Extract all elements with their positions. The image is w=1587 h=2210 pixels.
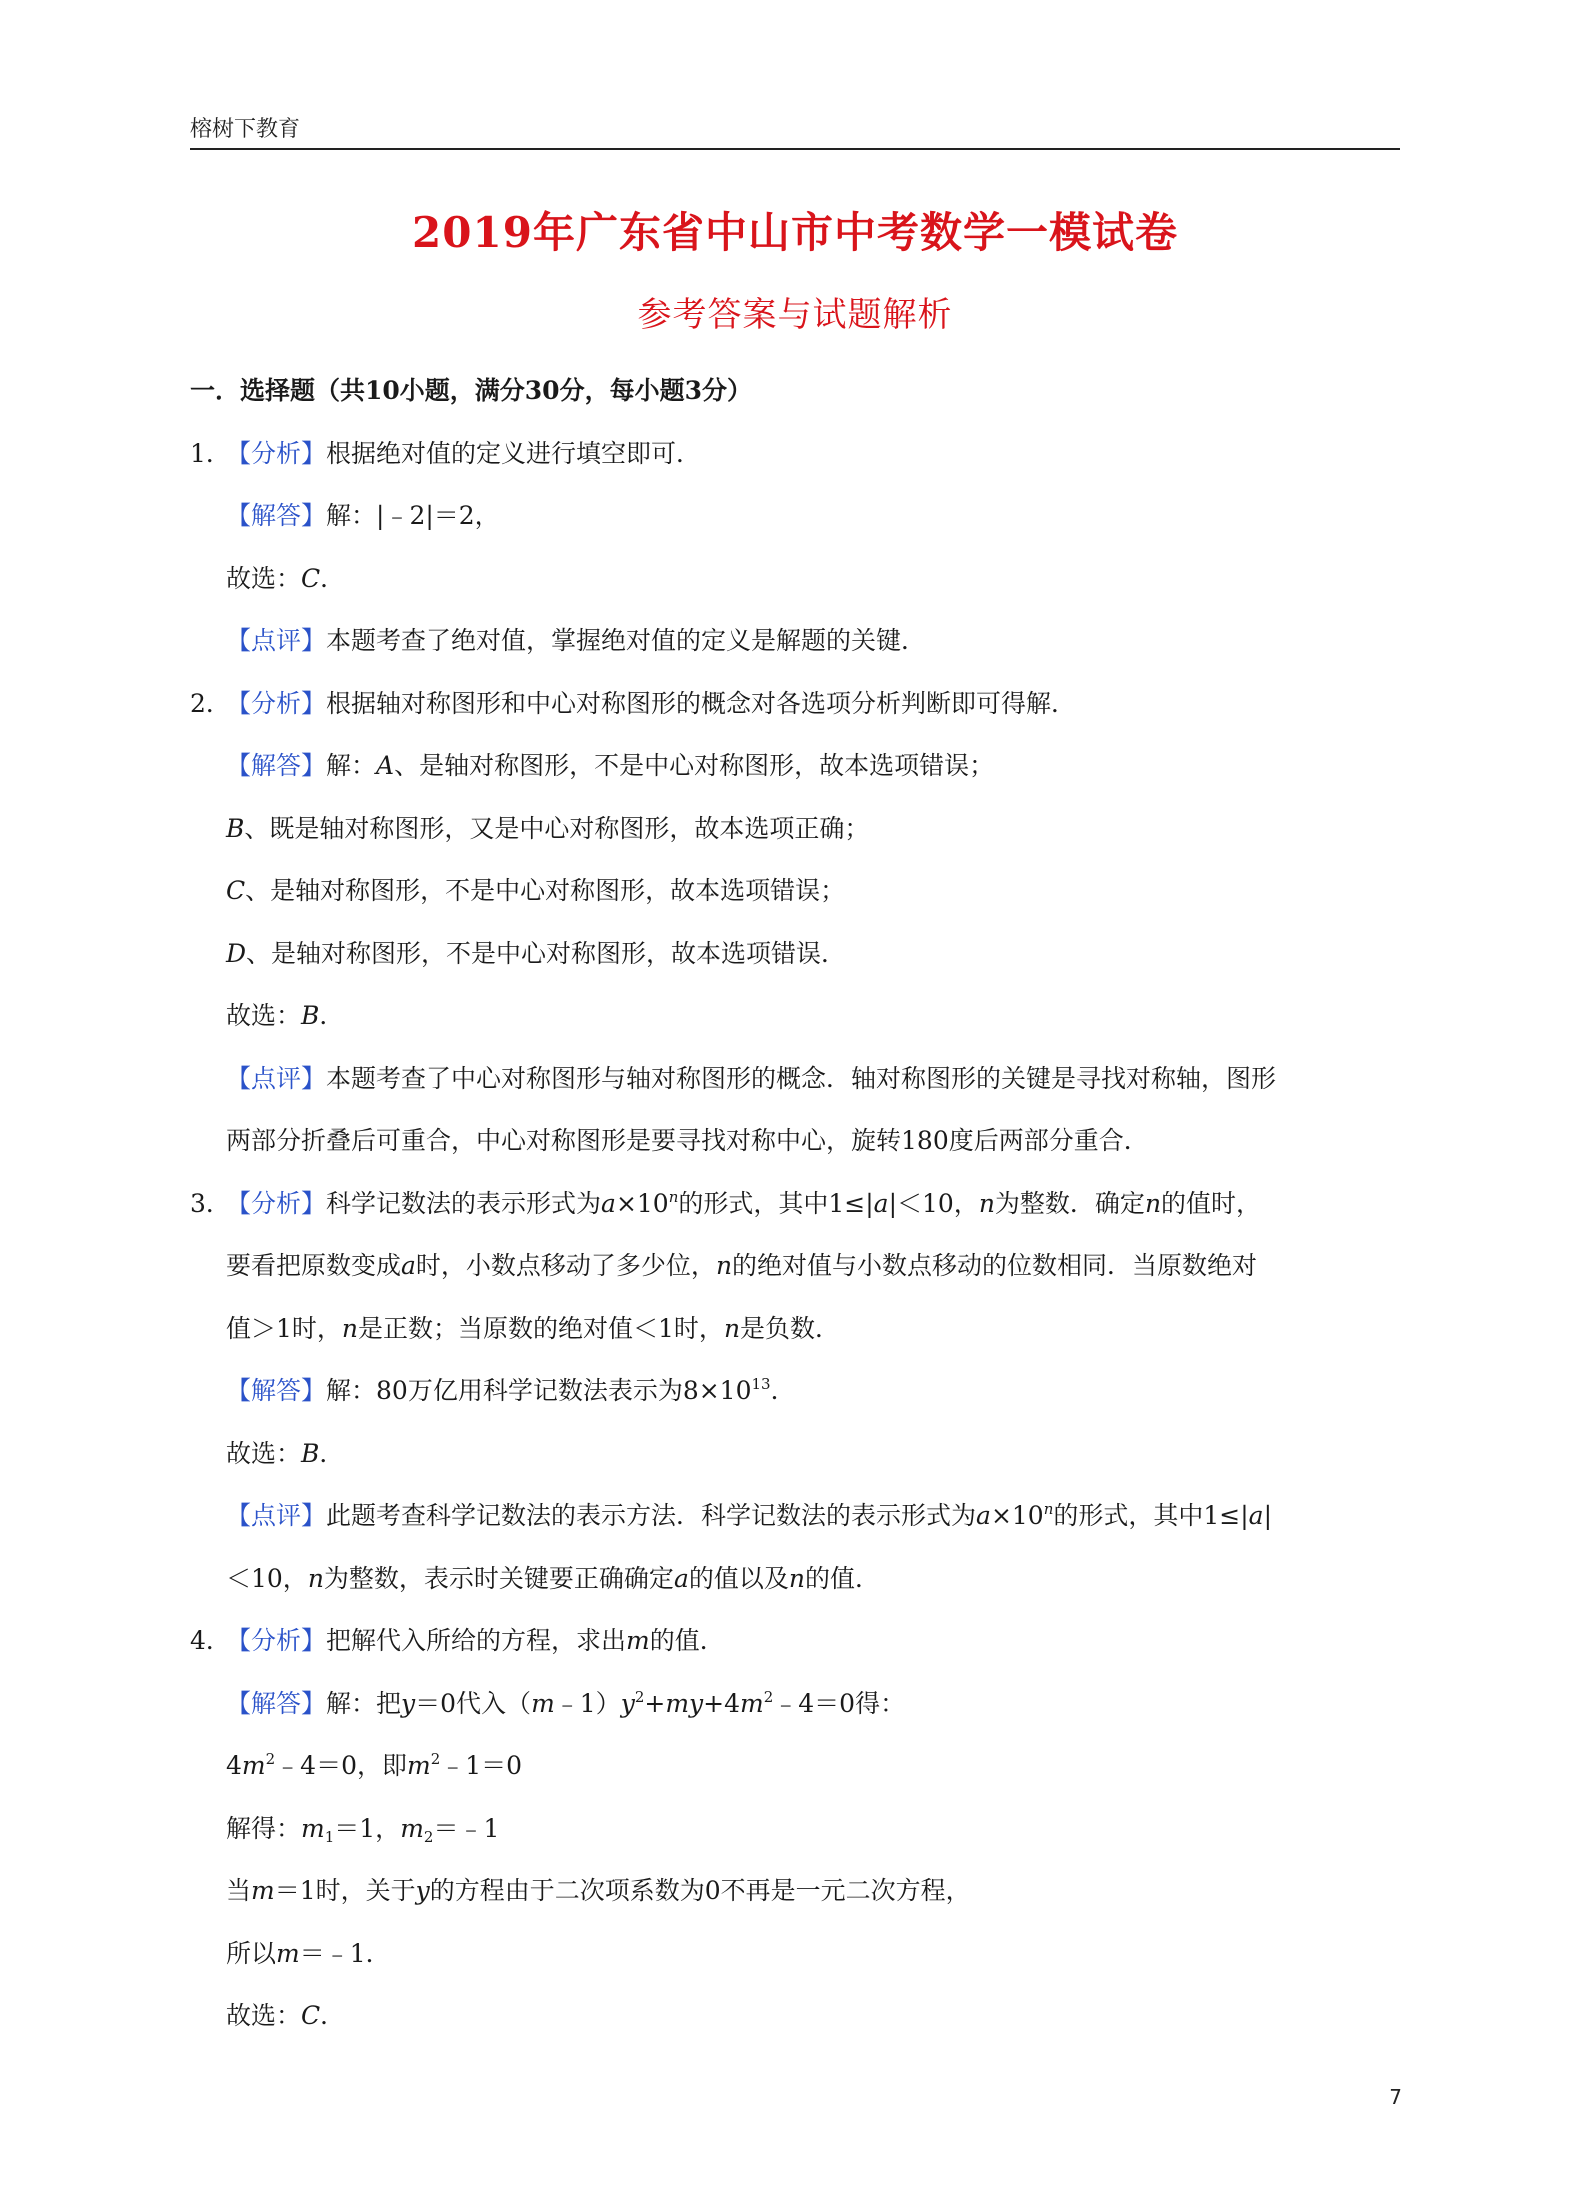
q4-exponent: 2 [634, 1687, 645, 1706]
q2-number: 2． [190, 688, 231, 718]
q2-analysis-text: 根据轴对称图形和中心对称图形的概念对各选项分析判断即可得解． [326, 688, 1077, 718]
q1-number: 1． [190, 438, 231, 468]
q1-answer-tag: 【解答】 [226, 501, 327, 530]
q4-exponent: 2 [430, 1750, 441, 1768]
q4-text: 4 [226, 1751, 242, 1780]
q2-option-c: C [226, 876, 246, 905]
q4-analysis-tag: 【分析】 [226, 1626, 327, 1655]
q4-text: 解得： [226, 1813, 302, 1843]
q4-var-m: m [241, 1751, 266, 1780]
q4-var-m: m [406, 1751, 431, 1780]
q3-answer-tag: 【解答】 [226, 1376, 327, 1405]
q3-var-a: a [1248, 1501, 1264, 1530]
q3-answer-line [190, 1360, 1405, 1423]
q4-text: ＝1， [334, 1813, 401, 1843]
q2-comment-tag: 【点评】 [226, 1063, 327, 1093]
section-heading: 一．选择题（共10小题，满分30分，每小题3分） [190, 376, 752, 405]
q3-analysis-line [190, 1173, 1405, 1236]
q4-text: + [644, 1688, 666, 1718]
q4-text: 的值． [649, 1626, 725, 1655]
q3-text: 时，小数点移动了多少位， [415, 1251, 716, 1280]
q1-analysis-line [190, 423, 1405, 486]
q4-text: 所以 [226, 1938, 277, 1968]
q3-text: 科学记数法的表示形式为 [326, 1188, 602, 1218]
q4-var-m: m [626, 1626, 650, 1655]
q3-text: | [1263, 1501, 1272, 1530]
q3-text: 的形式，其中1≤| [1053, 1501, 1249, 1530]
q2-comment-line-2 [190, 1110, 1405, 1173]
q3-text: 要看把原数变成 [226, 1251, 402, 1280]
q3-comment-tag: 【点评】 [226, 1501, 327, 1530]
q3-var-n: n [978, 1188, 995, 1218]
q3-text: ＜10， [226, 1563, 308, 1593]
q1-choice-line [190, 548, 1405, 611]
q3-var-n: n [723, 1313, 741, 1343]
q3-exp-n: n [668, 1187, 679, 1206]
q3-text: 的值时， [1161, 1188, 1262, 1218]
q2-analysis-tag: 【分析】 [226, 688, 327, 718]
q4-step-line-1 [190, 1735, 1405, 1798]
q3-comment-line [190, 1485, 1405, 1548]
q4-choice-line [190, 1985, 1405, 2048]
q1-comment-tag: 【点评】 [226, 626, 327, 655]
document-subtitle: 参考答案与试题解析 [637, 295, 953, 335]
q4-answer-line [190, 1673, 1405, 1736]
q4-var-y: y [620, 1688, 635, 1718]
q3-choice: B [301, 1438, 320, 1468]
q4-subscript: 2 [423, 1827, 434, 1846]
q4-text: ＝﹣1． [299, 1938, 391, 1968]
q3-answer-exponent: 13 [751, 1375, 771, 1393]
q3-var-a: a [976, 1501, 991, 1530]
q3-var-n: n [307, 1563, 324, 1593]
q2-period: ． [319, 1001, 345, 1030]
q4-text: ＝﹣1 [433, 1813, 500, 1843]
q1-comment-text: 本题考查了绝对值，掌握绝对值的定义是解题的关键． [326, 626, 927, 655]
q2-comment-text-1: 本题考查了中心对称图形与轴对称图形的概念．轴对称图形的关键是寻找对称轴，图形 [326, 1063, 1277, 1093]
q3-text: 的值． [804, 1563, 880, 1593]
q3-var-n: n [788, 1563, 805, 1593]
q4-text: 的方程由于二次项系数为0不再是一元二次方程， [429, 1876, 971, 1905]
q2-option-c-line [190, 860, 1405, 923]
q4-period: ． [320, 2001, 346, 2030]
q3-choice-line [190, 1423, 1405, 1486]
q4-var-m: m [251, 1876, 275, 1905]
q4-var-y: y [415, 1876, 430, 1905]
q3-text: 为整数．确定 [994, 1188, 1145, 1218]
q3-text: 此题考查科学记数法的表示方法．科学记数法的表示形式为 [326, 1501, 977, 1530]
q2-option-c-text: 、是轴对称图形，不是中心对称图形，故本选项错误； [245, 876, 846, 905]
q4-text: 把解代入所给的方程，求出 [326, 1626, 627, 1655]
q3-analysis-tag: 【分析】 [226, 1188, 327, 1218]
q3-var-a: a [401, 1251, 416, 1280]
q3-text: 的绝对值与小数点移动的位数相同．当原数绝对 [732, 1251, 1258, 1280]
q3-text: 为整数，表示时关键要正确确定 [323, 1563, 674, 1593]
q4-choose-prefix: 故选： [226, 2001, 302, 2030]
q2-answer-line [190, 735, 1405, 798]
q4-step-line-2 [190, 1798, 1405, 1861]
q3-var-a: a [873, 1188, 889, 1218]
q4-var-m: m [301, 1813, 325, 1843]
q3-comment-line-2 [190, 1548, 1405, 1611]
q4-var-m: m [400, 1813, 424, 1843]
q1-comment-line [190, 610, 1405, 673]
q4-text: ﹣1＝0 [440, 1751, 523, 1780]
q4-text: ﹣1） [554, 1688, 621, 1718]
q3-text: 是负数． [740, 1313, 841, 1343]
page-header [190, 112, 1400, 150]
page-number: 7 [1389, 2085, 1402, 2109]
q2-analysis-line [190, 673, 1405, 736]
q3-text: 的形式，其中1≤| [678, 1188, 874, 1218]
q3-text: ×10 [615, 1188, 669, 1218]
q3-answer-period: ． [770, 1376, 796, 1405]
q2-comment-line [190, 1048, 1405, 1111]
document-title: 2019年广东省中山市中考数学一模试卷 [412, 208, 1178, 257]
q4-number: 4． [190, 1626, 231, 1655]
q4-analysis-line [190, 1610, 1405, 1673]
q4-text: 解：把 [326, 1688, 402, 1718]
q4-step-line-4 [190, 1923, 1405, 1986]
q2-answer-tag: 【解答】 [226, 751, 327, 780]
q2-option-a: A [376, 751, 395, 780]
q4-text: +4 [703, 1688, 741, 1718]
header-text: 榕树下教育 [190, 117, 301, 142]
q3-var-a: a [601, 1188, 616, 1218]
q3-analysis-line-3 [190, 1298, 1405, 1361]
document-body [190, 360, 1405, 2048]
q3-var-n: n [341, 1313, 359, 1343]
q4-exponent: 2 [265, 1750, 276, 1768]
q3-choose-prefix: 故选： [226, 1438, 302, 1468]
q4-var-m: m [531, 1688, 555, 1718]
q4-step-line-3 [190, 1860, 1405, 1923]
q3-text: ×10 [990, 1501, 1044, 1530]
q2-option-d-line [190, 923, 1405, 986]
q3-analysis-line-2 [190, 1235, 1405, 1298]
q1-choice: C [301, 563, 321, 593]
q2-choice: B [301, 1001, 320, 1030]
q1-analysis-tag: 【分析】 [226, 438, 327, 468]
q2-answer-prefix: 解： [326, 751, 377, 780]
q4-answer-tag: 【解答】 [226, 1688, 327, 1718]
q2-option-d: D [226, 938, 247, 968]
q4-text: ﹣4＝0得： [773, 1688, 906, 1718]
q1-answer-text: 解：|﹣2|＝2， [326, 501, 500, 530]
q4-var-my: my [665, 1688, 704, 1718]
q3-number: 3． [190, 1188, 231, 1218]
q4-text: ﹣4＝0，即 [275, 1751, 407, 1780]
q4-subscript: 1 [324, 1827, 335, 1846]
q3-var-n: n [715, 1251, 733, 1280]
q2-option-d-text: 、是轴对称图形，不是中心对称图形，故本选项错误． [246, 938, 847, 968]
q3-text: 的值以及 [688, 1563, 789, 1593]
q3-text: 是正数；当原数的绝对值＜1时， [358, 1313, 724, 1343]
q1-analysis-text: 根据绝对值的定义进行填空即可． [326, 438, 702, 468]
q4-text: ＝1时，关于 [274, 1876, 416, 1905]
q4-var-m: m [276, 1938, 300, 1968]
q3-text: |＜10， [888, 1188, 979, 1218]
q4-choice: C [301, 2001, 321, 2030]
q3-answer-text: 解：80万亿用科学记数法表示为8×10 [326, 1376, 752, 1405]
q3-exp-n: n [1043, 1500, 1054, 1518]
q4-text: ＝0代入（ [415, 1688, 532, 1718]
q4-exponent: 2 [763, 1687, 774, 1706]
q2-option-b-line [190, 798, 1405, 861]
q1-period: ． [320, 563, 346, 593]
q1-choose-prefix: 故选： [226, 563, 302, 593]
q4-text: 当 [226, 1876, 252, 1905]
q3-text: 值＞1时， [226, 1313, 342, 1343]
q2-option-a-text: 、是轴对称图形，不是中心对称图形，故本选项错误； [394, 751, 995, 780]
q4-var-y: y [401, 1688, 416, 1718]
q2-choose-prefix: 故选： [226, 1001, 302, 1030]
q2-comment-text-2: 两部分折叠后可重合，中心对称图形是要寻找对称中心，旋转180度后两部分重合． [226, 1126, 1149, 1155]
q1-answer-line [190, 485, 1405, 548]
q2-choice-line [190, 985, 1405, 1048]
q3-period: ． [319, 1438, 345, 1468]
q3-var-n: n [1144, 1188, 1162, 1218]
q2-option-b: B [226, 813, 245, 843]
q4-var-m: m [740, 1688, 764, 1718]
q2-option-b-text: 、既是轴对称图形，又是中心对称图形，故本选项正确； [244, 813, 870, 843]
q3-var-a: a [673, 1563, 689, 1593]
